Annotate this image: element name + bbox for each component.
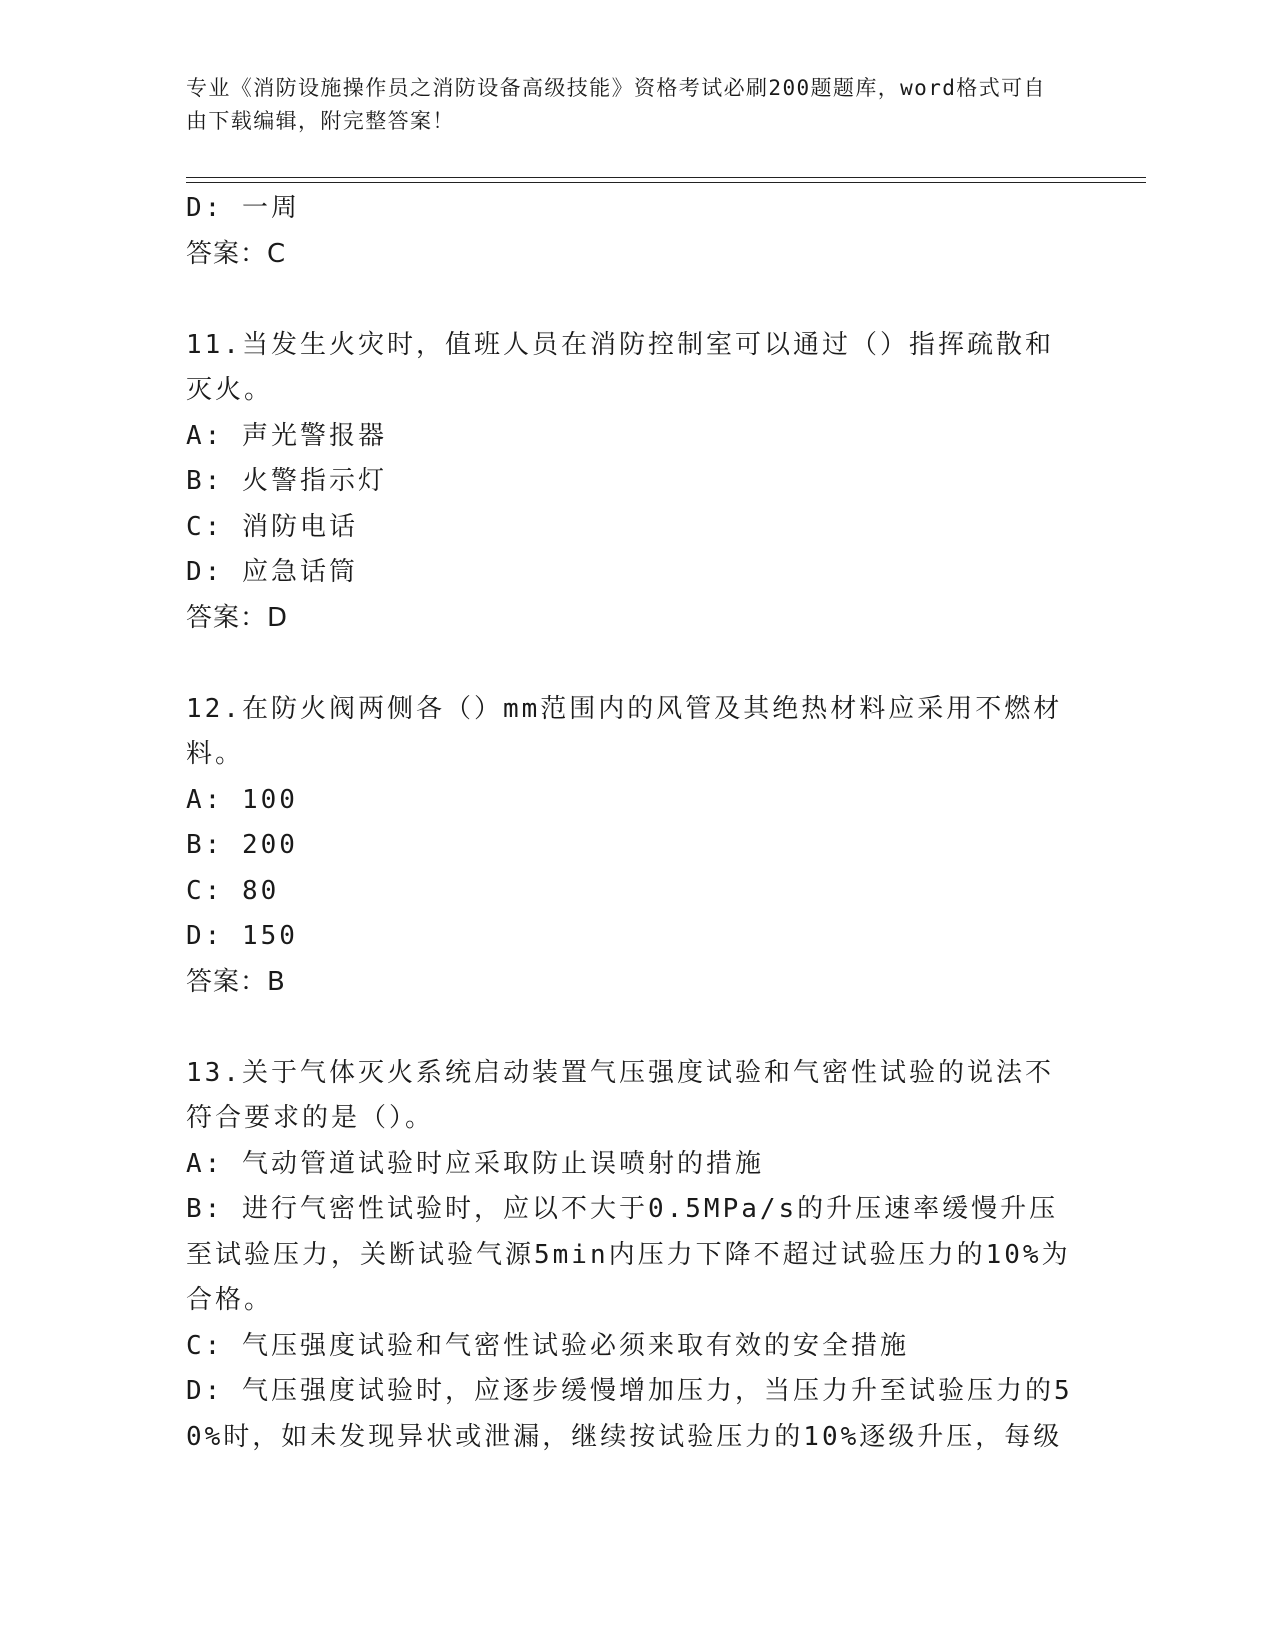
spacer	[186, 641, 1086, 687]
spacer	[186, 277, 1086, 323]
option-a: A: 声光警报器	[186, 420, 387, 451]
header-rule-bottom	[186, 182, 1146, 183]
option-b: B: 进行气密性试验时，应以不大于0.5MPa/s的升压速率缓慢升压至试验压力，关断试验气源5min内压力下降不超过试验压力的10%为合格。	[186, 1194, 1071, 1315]
answer: 答案：B	[186, 966, 286, 997]
spacer	[186, 1005, 1086, 1051]
document-header	[186, 72, 1066, 138]
answer: 答案：D	[186, 602, 289, 633]
option-d: D: 气压强度试验时，应逐步缓慢增加压力，当压力升至试验压力的50%时，如未发现异状或泄漏，继续按试验压力的10%逐级升压，每级	[186, 1376, 1073, 1452]
option-d: D: 150	[186, 921, 298, 951]
question-text: 12.在防火阀两侧各（）mm范围内的风管及其绝热材料应采用不燃材料。	[186, 693, 1063, 769]
option-b: B: 火警指示灯	[186, 466, 387, 496]
option-d: D: 应急话筒	[186, 557, 358, 587]
question-text: 13.关于气体灭火系统启动装置气压强度试验和气密性试验的说法不符合要求的是（）。	[186, 1057, 1054, 1133]
option-a: A: 气动管道试验时应采取防止误喷射的措施	[186, 1148, 764, 1179]
prev-option-d: D: 一周	[186, 193, 300, 223]
header-rule-top	[186, 177, 1146, 178]
option-c: C: 消防电话	[186, 511, 358, 542]
question-text: 11.当发生火灾时，值班人员在消防控制室可以通过（）指挥疏散和灭火。	[186, 329, 1054, 405]
question-12	[186, 687, 1086, 1006]
option-b: B: 200	[186, 830, 298, 860]
header-title: 专业《消防设施操作员之消防设备高级技能》资格考试必刷200题题库，word格式可自由下载编辑，附完整答案！	[186, 76, 1046, 133]
option-a: A: 100	[186, 784, 298, 815]
prev-answer: 答案：C	[186, 238, 287, 269]
question-content	[186, 186, 1086, 1460]
option-c: C: 气压强度试验和气密性试验必须来取有效的安全措施	[186, 1330, 909, 1361]
question-11	[186, 323, 1086, 642]
question-13	[186, 1051, 1086, 1461]
option-c: C: 80	[186, 875, 280, 906]
